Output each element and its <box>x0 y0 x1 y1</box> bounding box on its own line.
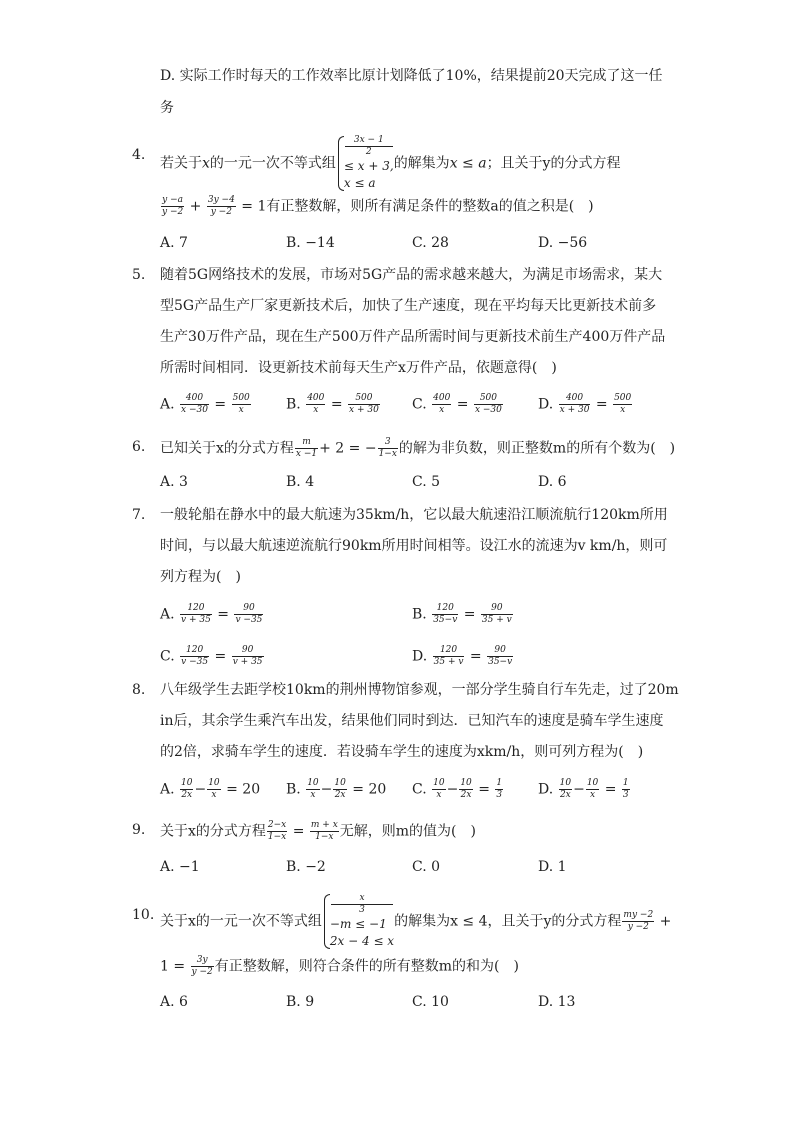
q4-option-b[interactable]: B. −14 <box>286 235 335 251</box>
q9-option-c[interactable]: C. 0 <box>412 859 441 875</box>
q5-stem-line3: 生产30万件产品，现在生产500万件产品所需时间与更新技术前生产400万件产品 <box>160 329 666 345</box>
q6-option-d[interactable]: D. 6 <box>538 474 567 490</box>
q8-option-c[interactable]: C. $\frac{10}{x}$ − $\frac{10}{2x}$ = $\frac{1}{3}$ <box>412 778 503 800</box>
q10-option-b[interactable]: B. 9 <box>286 994 315 1010</box>
q7-number: 7. <box>132 507 146 523</box>
q4-option-c[interactable]: C. 28 <box>412 235 449 251</box>
q10-stem-line2: 1 = $\frac{3y}{y -2}$ 有正整数解，则符合条件的所有整数m的和为( ) <box>160 955 519 977</box>
q4-stem-line2: $\frac{y -a}{y -2}$ + $\frac{3y -4}{y -2}$ = 1有正整数解，则所有满足条件的整数a的值之积是( ) <box>162 195 594 217</box>
q10-option-a[interactable]: A. 6 <box>160 994 188 1010</box>
q3-option-d-line2: 务 <box>160 100 174 116</box>
q7-stem-line2: 时间，与以最大航速逆流航行90km所用时间相等。设江水的流速为v km/h，则可 <box>160 538 668 554</box>
q8-stem-line1: 八年级学生去距学校10km的荆州博物馆参观，一部分学生骑自行车先走，过了20m <box>160 682 679 698</box>
q9-number: 9. <box>132 822 146 838</box>
q10-option-d[interactable]: D. 13 <box>538 994 576 1010</box>
q5-stem-line1: 随着5G网络技术的发展，市场对5G产品的需求越来越大，为满足市场需求，某大 <box>160 267 663 283</box>
q10-number: 10. <box>132 907 155 923</box>
q6-option-a[interactable]: A. 3 <box>160 474 188 490</box>
q6-number: 6. <box>132 439 146 455</box>
q9-option-d[interactable]: D. 1 <box>538 859 567 875</box>
q7-stem-line1: 一般轮船在静水中的最大航速为35km/h，它以最大航速沿江顺流航行120km所用 <box>160 507 668 523</box>
q10-inequality-system: x 3 −m ≤ −1 2x − 4 ≤ x <box>322 893 394 950</box>
q7-option-b[interactable]: B. $\frac{120}{35-v}$ = $\frac{90}{35 + v}$ <box>412 603 512 625</box>
q5-stem-line2: 型5G产品生产厂家更新技术后，加快了生产速度，现在平均每天比更新技术前多 <box>160 298 657 314</box>
q8-option-d[interactable]: D. $\frac{10}{2x}$ − $\frac{10}{x}$ = $\frac{1}{3}$ <box>538 778 629 800</box>
q9-option-b[interactable]: B. −2 <box>286 859 326 875</box>
q10-stem-line1: 关于x的一元一次不等式组 x 3 −m ≤ −1 2x − 4 ≤ x 的解集为x ≤ 4，且关于y的分式方程 $\frac{my -2}{y -2}$ + <box>160 893 672 948</box>
q4-pre: 若关于 <box>160 155 202 172</box>
q7-option-c[interactable]: C. $\frac{120}{v -35}$ = $\frac{90}{v + 35}$ <box>160 645 263 667</box>
q5-option-d[interactable]: D. $\frac{400}{x + 30}$ = $\frac{500}{x}$ <box>538 393 632 415</box>
q9-stem: 关于x的分式方程 $\frac{2-x}{1-x}$ = $\frac{m + x}{1-x}$ 无解，则m的值为( ) <box>160 820 476 842</box>
q6-stem: 已知关于x的分式方程 $\frac{m}{x -1}$ + 2 = − $\frac{3}{1-x}$ 的解为非负数，则正整数m的所有个数为( ) <box>160 437 676 459</box>
q10-option-c[interactable]: C. 10 <box>412 994 449 1010</box>
q6-option-c[interactable]: C. 5 <box>412 474 441 490</box>
q6-option-b[interactable]: B. 4 <box>286 474 315 490</box>
q8-stem-line2: in后，其余学生乘汽车出发，结果他们同时到达．已知汽车的速度是骑车学生速度 <box>160 713 664 729</box>
q9-option-a[interactable]: A. −1 <box>160 859 200 875</box>
q8-number: 8. <box>132 682 146 698</box>
q3-option-d-line1: D. 实际工作时每天的工作效率比原计划降低了10%，结果提前20天完成了这一任 <box>160 68 663 84</box>
q4-option-d[interactable]: D. −56 <box>538 235 588 251</box>
q8-option-a[interactable]: A. $\frac{10}{2x}$ − $\frac{10}{x}$ = 20 <box>160 778 261 800</box>
q7-option-a[interactable]: A. $\frac{120}{v + 35}$ = $\frac{90}{v -35}$ <box>160 603 263 625</box>
q4-number: 4. <box>132 147 146 163</box>
q4-option-a[interactable]: A. 7 <box>160 235 188 251</box>
q8-stem-line3: 的2倍，求骑车学生的速度．若设骑车学生的速度为xkm/h，则可列方程为( ) <box>160 744 644 760</box>
q4-inequality-system: 3x − 1 2 ≤ x + 3, x ≤ a <box>336 135 394 192</box>
q7-option-d[interactable]: D. $\frac{120}{35 + v}$ = $\frac{90}{35-v}$ <box>412 645 513 667</box>
q7-stem-line3: 列方程为( ) <box>160 569 241 585</box>
q8-option-b[interactable]: B. $\frac{10}{x}$ − $\frac{10}{2x}$ = 20 <box>286 778 387 800</box>
q5-stem-line4: 所需时间相同．设更新技术前每天生产x万件产品，依题意得( ) <box>160 360 557 376</box>
q5-option-c[interactable]: C. $\frac{400}{x}$ = $\frac{500}{x -30}$ <box>412 393 502 415</box>
q5-option-b[interactable]: B. $\frac{400}{x}$ = $\frac{500}{x + 30}$ <box>286 393 379 415</box>
q4-stem-line1: 若关于x的一元一次不等式组 3x − 1 2 ≤ x + 3, x ≤ a 的解集为x ≤ a；且关于y的分式方程 <box>160 135 621 190</box>
q5-number: 5. <box>132 267 146 283</box>
q5-option-a[interactable]: A. $\frac{400}{x -30}$ = $\frac{500}{x}$ <box>160 393 250 415</box>
